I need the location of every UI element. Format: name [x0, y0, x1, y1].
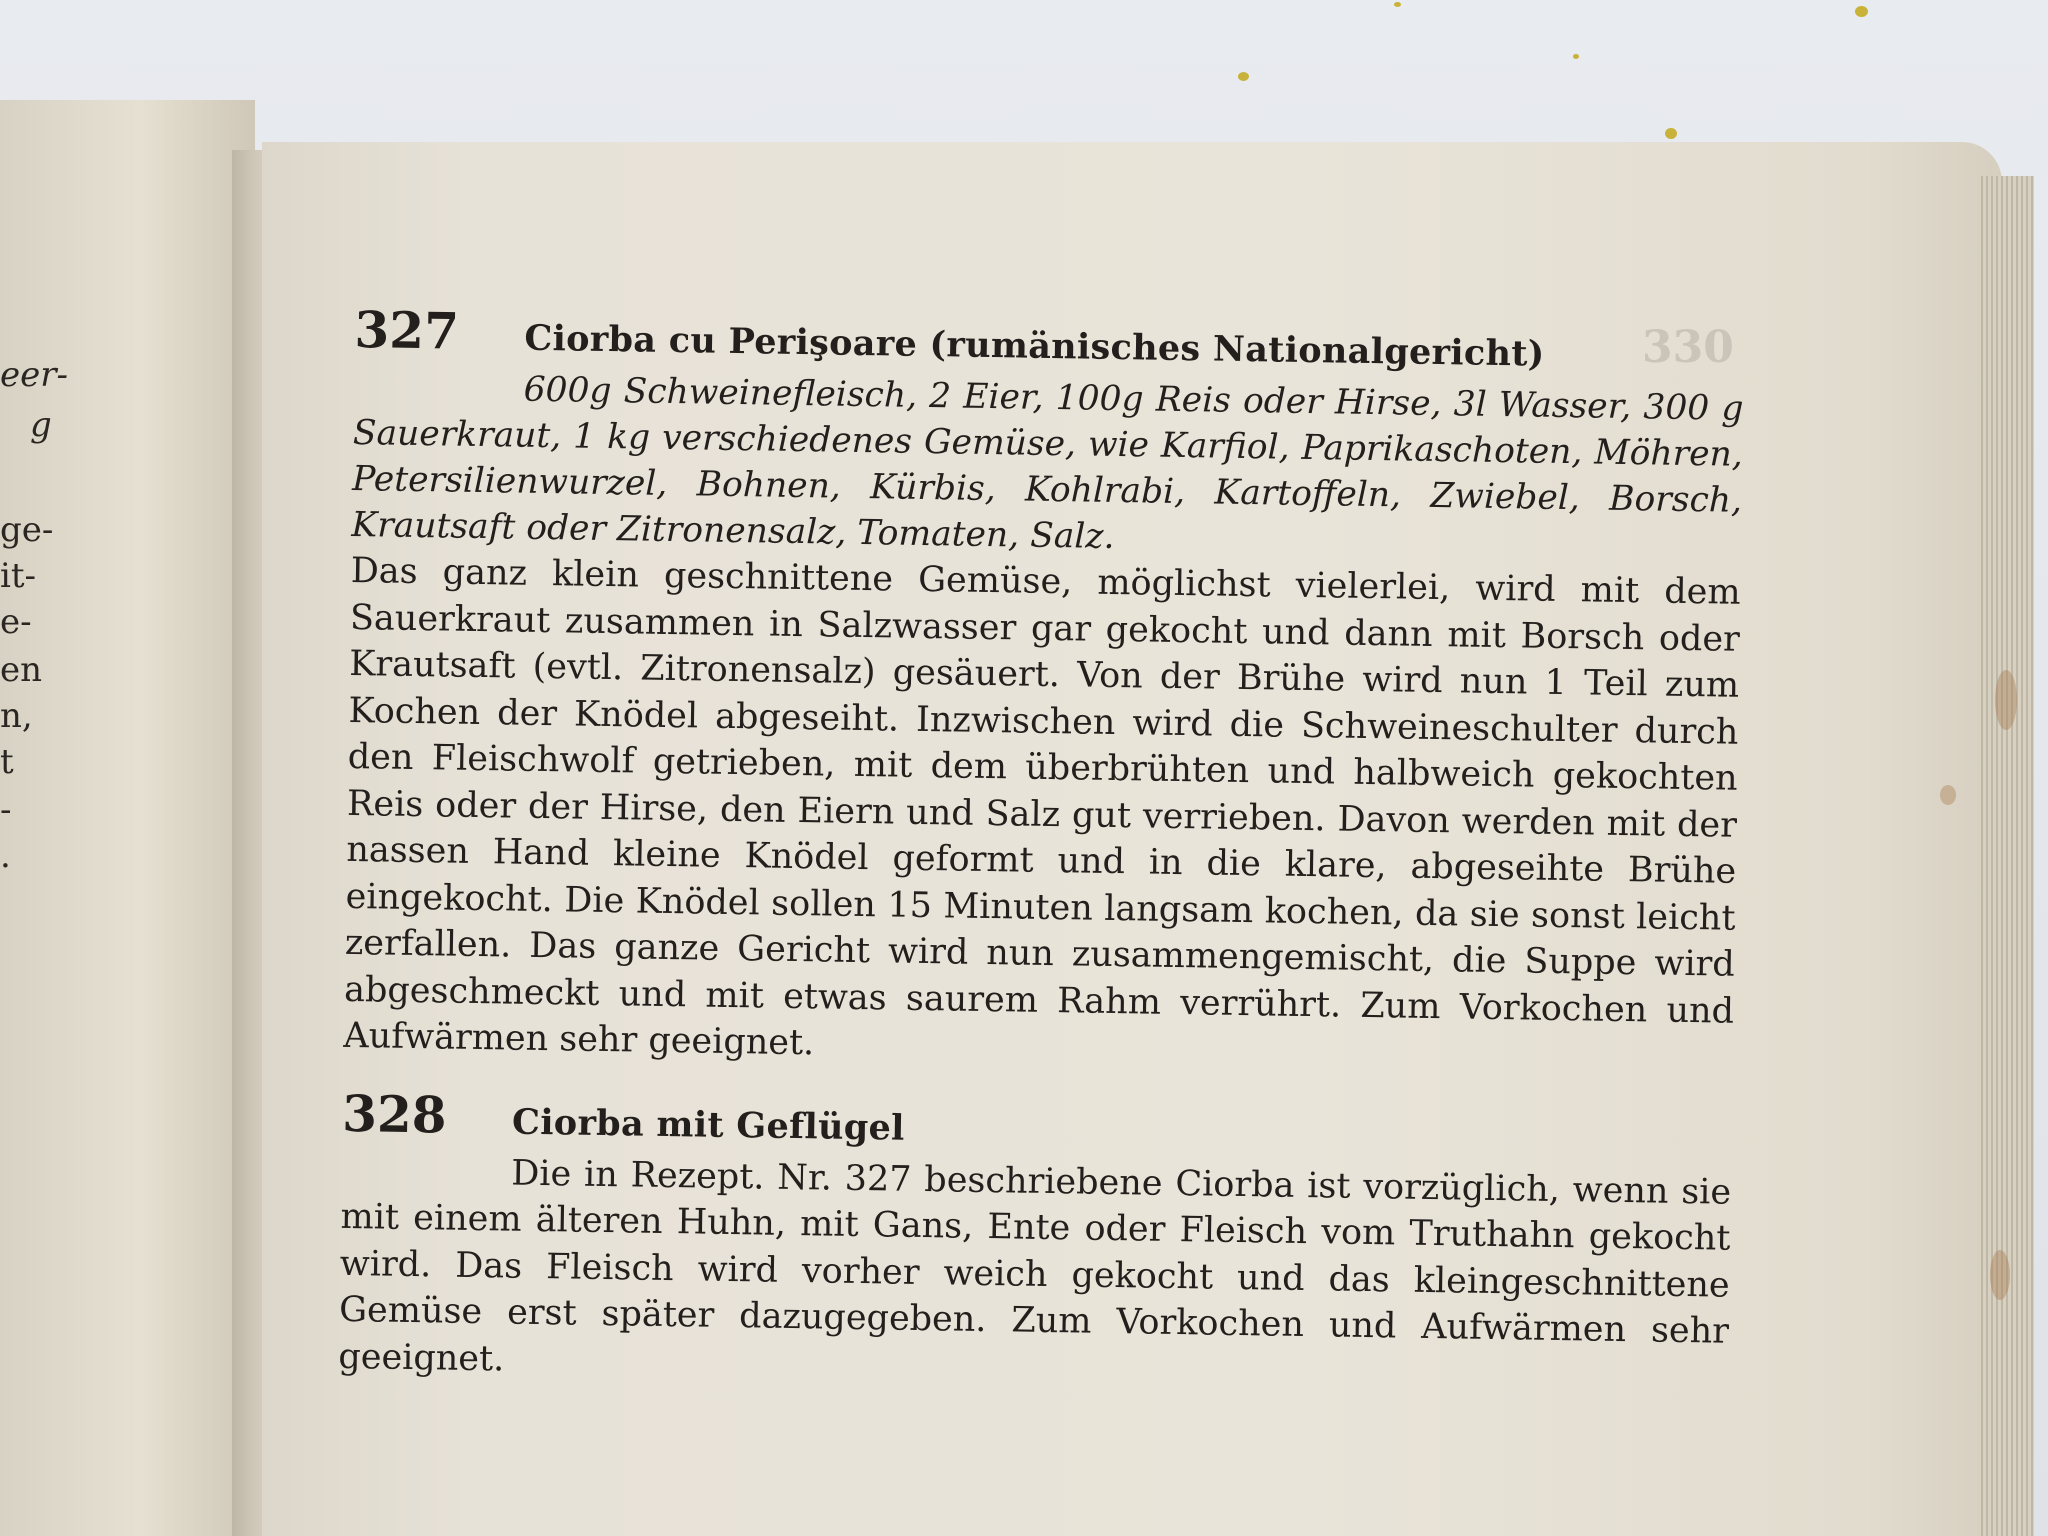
recipe-title: Ciorba mit Geflügel — [511, 1101, 906, 1149]
left-page-fragment: it- — [0, 556, 37, 596]
left-page-fragment: g — [30, 405, 52, 445]
left-page-fragment: e- — [0, 602, 32, 642]
crumb — [1665, 128, 1677, 139]
paper-stain — [1940, 785, 1956, 805]
left-page — [0, 100, 255, 1536]
recipe-number: 328 — [341, 1083, 448, 1145]
paper-stain — [1995, 670, 2017, 730]
left-page-fragment: . — [0, 836, 11, 876]
recipe-number: 327 — [354, 300, 460, 361]
left-page-fragment: eer- — [0, 355, 68, 395]
page-text — [338, 300, 1745, 1402]
crumb — [1238, 72, 1249, 81]
left-page-fragment: ge- — [0, 510, 54, 550]
crumb — [1573, 54, 1579, 59]
left-page-fragment: en — [0, 650, 43, 690]
recipe-327 — [343, 300, 1745, 1081]
crumb — [1394, 2, 1401, 7]
recipe-instructions: Die in Rezept. Nr. 327 beschriebene Ciorba ist vorzüglich, wenn sie mit einem älteren Huhn, mit Gans, Ente oder Fleisch vom Truthahn gekocht wird. Das Fleisch wird vorher weich gekocht und das kleingeschnittene Gemüse erst später dazugegeben. Zum Vorkochen und Aufwärmen sehr geeignet. — [338, 1153, 1732, 1379]
page-edges — [1978, 176, 2034, 1536]
recipe-328 — [338, 1083, 1732, 1401]
show-through-number: 330 — [1642, 322, 1734, 373]
left-page-fragment: t — [0, 742, 14, 782]
recipe-instructions: Das ganz klein geschnittene Gemüse, möglichst vielerlei, wird mit dem Sauerkraut zusammen in Salzwasser gar gekocht und dann mit Borsch oder Krautsaft (evtl. Zitronensalz) gesäuert. Von der Brühe wird nun 1 Teil zum Kochen der Knödel abgeseiht. Inzwischen wird die Schweineschulter durch den Fleischwolf getrieben, mit dem überbrühten und halbweich gekochten Reis oder der Hirse, den Eiern und Salz gut verrieben. Davon werden mit der nassen Hand kleine Knödel geformt und in die klare, abgeseihte Brühe eingekocht. Die Knödel sollen 15 Minuten langsam kochen, da sie sonst leicht zerfallen. Das ganze Gericht wird nun zusammengemischt, die Suppe wird abgeschmeckt und mit etwas saurem Rahm verrührt. Zum Vorkochen und Aufwärmen sehr geeignet. — [343, 550, 1741, 1064]
recipe-title: Ciorba cu Perişoare (rumänisches Nationalgericht) — [524, 317, 1545, 375]
paper-stain — [1990, 1250, 2010, 1300]
crumb — [1855, 6, 1868, 17]
left-page-fragment: n, — [0, 696, 33, 736]
left-page-fragment: - — [0, 790, 12, 830]
ingredients-list: 600g Schweinefleisch, 2 Eier, 100g Reis oder Hirse, 3l Wasser, 300 g Sauerkraut, 1 kg verschiedenes Gemüse, wie Karfiol, Paprikaschoten, Möhren, Petersilienwurzel, Bohnen, Kürbis, Kohlrabi, Kartoffeln, Zwiebel, Borsch, Krautsaft oder Zitronensalz, Tomaten, Salz. — [351, 369, 1744, 557]
